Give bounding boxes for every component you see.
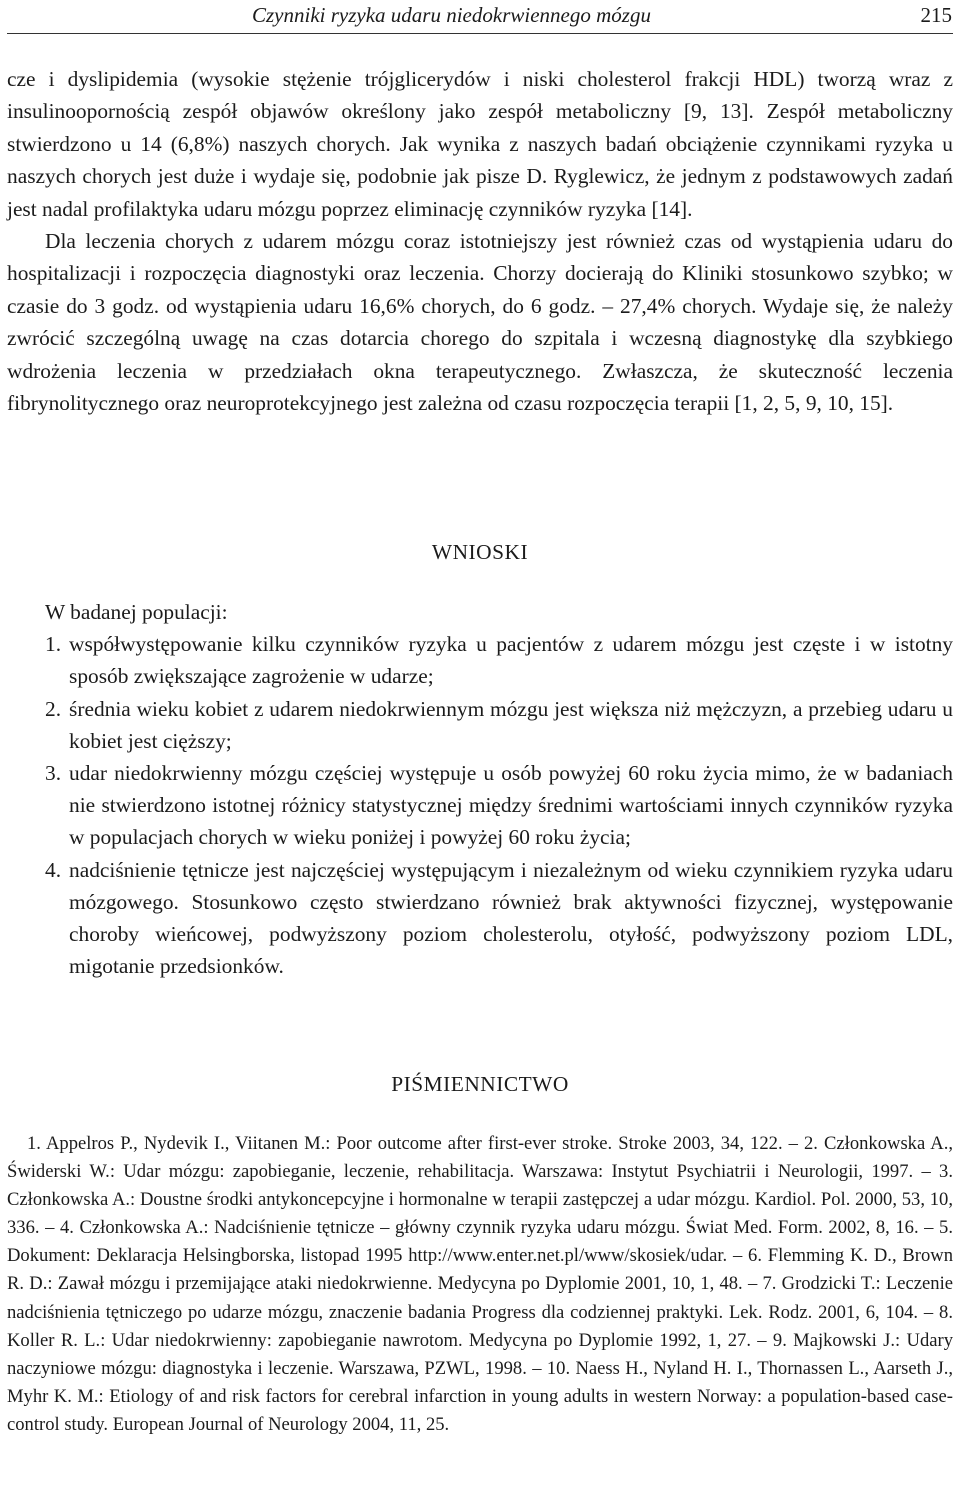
conclusion-number: 2. [45,696,62,721]
body-paragraph-1: cze i dyslipidemia (wysokie stężenie trójglicerydów i niski cholesterol frakcji HDL) tworzą wraz z insulinoopornością zespół objawów określony jako zespół metaboliczny [9, 13]. Zespół metaboliczny stwierdzono u 14 (6,8%) naszych chorych. Jak wynika z naszych badań obciążenie czynnikami ryzyka u naszych chorych jest duże i wydaje się, podobnie jak pisze D. Ryglewicz, że jednym z podstawowych zadań jest nadal profilaktyka udaru mózgu poprzez eliminację czynników ryzyka [14]. [7,67,953,221]
conclusions-section [7,596,953,982]
references-section [7,1130,953,1439]
conclusion-text: średnia wieku kobiet z udarem niedokrwiennym mózgu jest większa niż mężczyzn, a przebieg udaru u kobiet jest cięższy; [69,696,953,753]
conclusion-item [7,628,953,692]
running-header [0,0,960,34]
header-rule [7,33,953,34]
body-text [7,63,953,419]
conclusion-text: współwystępowanie kilku czynników ryzyka u pacjentów z udarem mózgu jest częste i w istotny sposób zwiększające zagrożenie w udarze; [69,632,953,689]
conclusion-number: 4. [45,857,62,882]
references-text: 1. Appelros P., Nydevik I., Viitanen M.: Poor outcome after first-ever stroke. Stroke 2003, 34, 122. – 2. Członkowska A., Świderski W.: Udar mózgu: zapobieganie, leczenie, rehabilitacja. Warszawa: Instytut Psychiatrii i Neurologii, 1997. – 3. Członkowska A.: Doustne środki antykoncepcyjne i hormonalne w terapii zastępczej a udar mózgu. Kardiol. Pol. 2000, 53, 10, 336. – 4. Członkowska A.: Nadciśnienie tętnicze – główny czynnik ryzyka udaru mózgu. Świat Med. Form. 2002, 8, 16. – 5. Dokument: Deklaracja Helsingborska, listopad 1995 http://www.enter.net.pl/www/skosiek/udar. – 6. Flemming K. D., Brown R. D.: Zawał mózgu i przemijające ataki niedokrwienne. Medycyna po Dyplomie 2001, 10, 1, 48. – 7. Grodzicki T.: Leczenie nadciśnienia tętniczego po udarze mózgu, znaczenie badania Progress dla codziennej praktyki. Lek. Rodz. 2001, 6, 104. – 8. Koller R. L.: Udar niedokrwienny: zapobieganie nawrotom. Medycyna po Dyplomie 1992, 1, 27. – 9. Majkowski J.: Udary naczyniowe mózgu: diagnostyka i leczenie. Warszawa, PZWL, 1998. – 10. Naess H., Nyland H. I., Thornassen L., Aarseth J., Myhr K. M.: Etiology of and risk factors for cerebral infarction in young adults in western Norway: a population-based case-control study. European Journal of Neurology 2004, 11, 25. [7,1133,953,1435]
conclusion-item [7,854,953,983]
conclusion-item [7,757,953,854]
page-number: 215 [920,3,952,27]
conclusion-item [7,693,953,757]
conclusion-number: 1. [45,632,62,657]
conclusions-list [7,628,953,982]
conclusion-text: nadciśnienie tętnicze jest najczęściej występującym i niezależnym od wieku czynnikiem ryzyka udaru mózgowego. Stosunkowo często stwierdzano również brak aktywności fizycznej, występowanie choroby wieńcowej, podwyższony poziom cholesterolu, otyłość, podwyższony poziom LDL, migotanie przedsionków. [69,857,953,979]
section-heading-references: PIŚMIENNICTWO [391,1072,569,1096]
conclusion-number: 3. [45,761,62,786]
running-title: Czynniki ryzyka udaru niedokrwiennego mózgu [252,3,651,27]
body-paragraph-2: Dla leczenia chorych z udarem mózgu coraz istotniejszy jest również czas od wystąpienia udaru do hospitalizacji i rozpoczęcia diagnostyki oraz leczenia. Chorzy docierają do Kliniki stosunkowo szybko; w czasie do 3 godz. od wystąpienia udaru 16,6% chorych, do 6 godz. – 27,4% chorych. Wydaje się, że należy zwrócić szczególną uwagę na czas dotarcia chorego do szpitala i wczesną diagnostykę dla szybkiego wdrożenia leczenia w przedziałach okna terapeutycznego. Zwłaszcza, że skuteczność leczenia fibrynolitycznego oraz neuroprotekcyjnego jest zależna od czasu rozpoczęcia terapii [1, 2, 5, 9, 10, 15]. [7,229,953,416]
conclusions-intro: W badanej populacji: [45,600,228,624]
section-heading-conclusions: WNIOSKI [431,540,529,564]
conclusion-text: udar niedokrwienny mózgu częściej występuje u osób powyżej 60 roku życia mimo, że w badaniach nie stwierdzono istotnej różnicy statystycznej między średnimi wartościami innych czynników ryzyka w populacjach chorych w wieku poniżej i powyżej 60 roku życia; [69,761,953,850]
